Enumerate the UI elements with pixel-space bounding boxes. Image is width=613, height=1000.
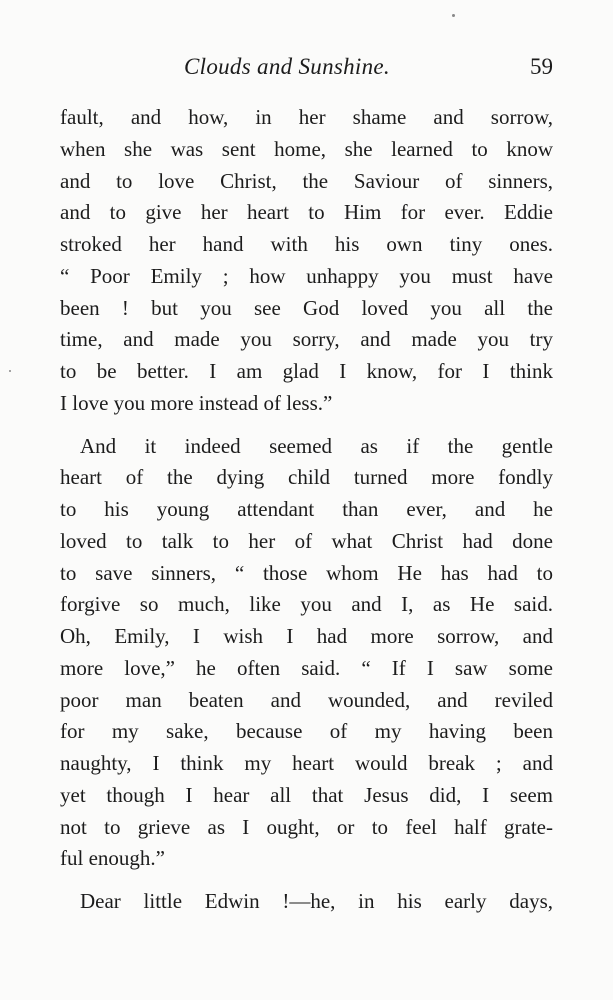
paragraph-gap <box>60 875 553 886</box>
paper-speck <box>452 14 455 17</box>
body-text <box>60 102 553 918</box>
text-line: poor man beaten and wounded, and reviled <box>60 687 553 712</box>
text-line: Oh, Emily, I wish I had more sorrow, and <box>60 624 553 648</box>
paragraph-gap <box>60 420 553 431</box>
text-line: time, and made you sorry, and made you try <box>60 327 553 352</box>
text-line: to save sinners, “ those whom He has had to <box>60 560 553 585</box>
text-line: ful enough.” <box>60 846 165 871</box>
paper-speck <box>9 370 11 372</box>
text-line: forgive so much, like you and I, as He said. <box>60 592 553 617</box>
text-line: and to love Christ, the Saviour of sinners, <box>60 168 553 193</box>
paragraph-2 <box>60 431 553 876</box>
text-line: And it indeed seemed as if the gentle <box>80 433 553 458</box>
text-line: to be better. I am glad I know, for I think <box>60 359 553 383</box>
text-line: and to give her heart to Him for ever. Eddie <box>60 200 553 225</box>
paragraph-3 <box>60 886 553 918</box>
page-number: 59 <box>530 54 553 79</box>
text-line: stroked her hand with his own tiny ones. <box>60 232 553 256</box>
text-line: not to grieve as I ought, or to feel half grate- <box>60 814 553 839</box>
text-line: naughty, I think my heart would break ; and <box>60 751 553 775</box>
text-line: been ! but you see God loved you all the <box>60 295 553 320</box>
text-line: “ Poor Emily ; how unhappy you must have <box>60 263 553 288</box>
text-line: to his young attendant than ever, and he <box>60 497 553 521</box>
running-title: Clouds and Sunshine. <box>184 54 390 79</box>
text-line: loved to talk to her of what Christ had done <box>60 528 553 553</box>
text-line: fault, and how, in her shame and sorrow, <box>60 105 553 129</box>
text-line: Dear little Edwin !—he, in his early days, <box>80 889 553 913</box>
text-line: for my sake, because of my having been <box>60 719 553 744</box>
text-line: heart of the dying child turned more fondly <box>60 465 553 490</box>
text-line: yet though I hear all that Jesus did, I seem <box>60 782 553 807</box>
paragraph-1 <box>60 102 553 420</box>
page-header <box>60 54 553 88</box>
text-line: more love,” he often said. “ If I saw some <box>60 655 553 680</box>
text-line: I love you more instead of less.” <box>60 390 333 415</box>
text-line: when she was sent home, she learned to know <box>60 136 553 161</box>
